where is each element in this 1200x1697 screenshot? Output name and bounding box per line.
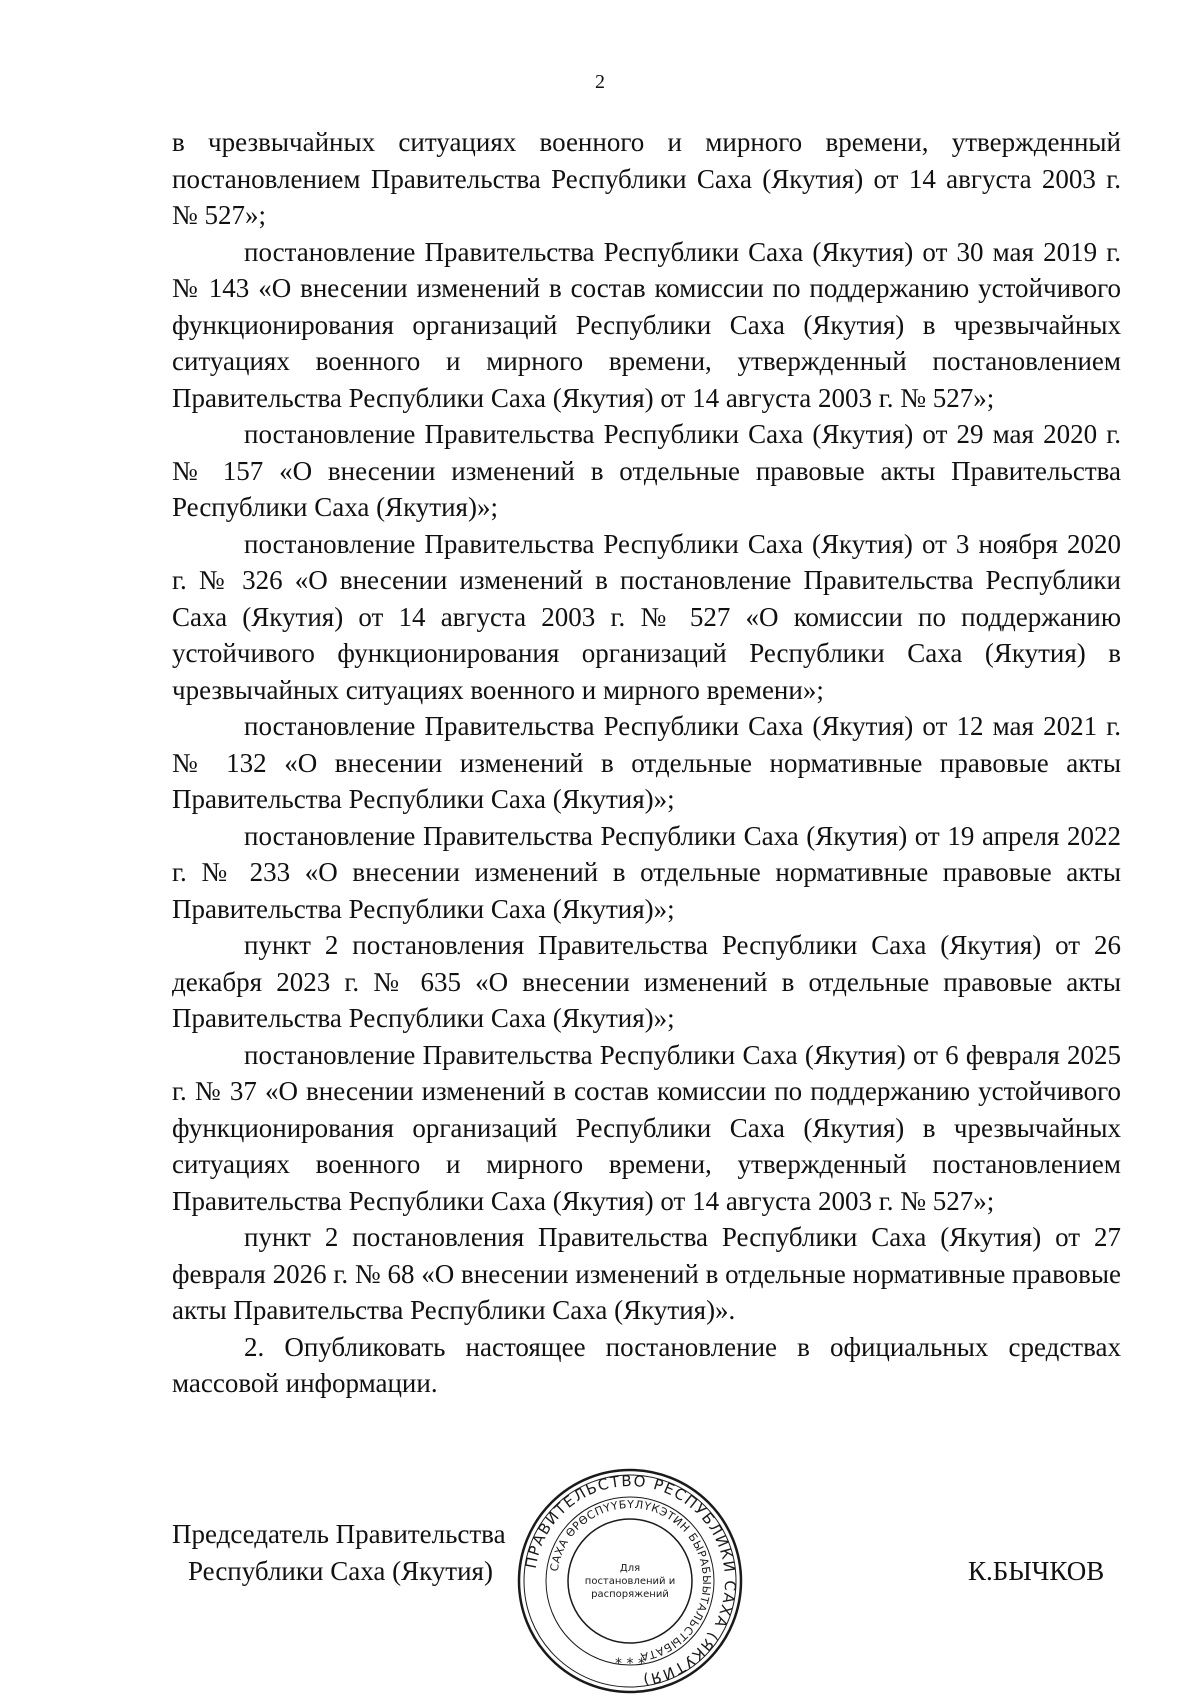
publish-clause: 2. Опубликовать настоящее постановление в официальных средствах массовой информации.: [172, 1331, 1121, 1398]
signatory-name: К.БЫЧКОВ: [968, 1556, 1105, 1586]
paragraph: пункт 2 постановления Правительства Республики Саха (Якутия) от 26 декабря 2023 г. № 635 «О внесении изменений в отдельные правовые акты Правительства Республики Саха (Якутия)»;: [172, 930, 1121, 1033]
document-body: [172, 124, 1121, 1402]
seal-center-line-1: Для: [619, 1563, 641, 1574]
seal-stars: * * *: [615, 1656, 645, 1672]
paragraph: постановление Правительства Республики Саха (Якутия) от 19 апреля 2022 г. № 233 «О внесении изменений в отдельные нормативные правовые акты Правительства Республики Саха (Якутия)»;: [172, 820, 1121, 924]
paragraph: в чрезвычайных ситуациях военного и мирного времени, утвержденный постановлением Правительства Республики Саха (Якутия) от 14 августа 2003 г. № 527»;: [172, 127, 1121, 230]
seal-outer-text-path: ПРАВИТЕЛЬСТВО РЕСПУБЛИКИ САХА (ЯКУТИЯ): [521, 1471, 740, 1690]
seal-center-line-3: распоряжений: [591, 1589, 669, 1600]
official-seal: [515, 1466, 745, 1696]
paragraph: постановление Правительства Республики Саха (Якутия) от 30 мая 2019 г. № 143 «О внесении изменений в состав комиссии по поддержанию устойчивого функционирования организаций Республики Саха (Якутия) в чрезвычайных ситуациях военного и мирного времени, утвержденный постановлением Правительства Республики Саха (Якутия) от 14 августа 2003 г. № 527»;: [172, 236, 1121, 413]
paragraph: постановление Правительства Республики Саха (Якутия) от 12 мая 2021 г. № 132 «О внесении изменений в отдельные нормативные правовые акты Правительства Республики Саха (Якутия)»;: [172, 711, 1121, 814]
paragraph: пункт 2 постановления Правительства Республики Саха (Якутия) от 27 февраля 2026 г. № 68 «О внесении изменений в отдельные нормативные правовые акты Правительства Республики Саха (Якутия)».: [172, 1222, 1121, 1325]
signatory-title-line-1: Председатель Правительства: [172, 1519, 506, 1549]
signatory-title-line-2: Республики Саха (Якутия): [188, 1556, 493, 1586]
seal-inner-text-path: САХА ӨРӨСПҮҮБҮЛҮКЭТИН БЫРАБЫЫТАЛЬСТЫБАТА: [547, 1497, 714, 1664]
seal-center-line-2: постановлений и: [584, 1576, 676, 1587]
paragraph: постановление Правительства Республики Саха (Якутия) от 29 мая 2020 г. № 157 «О внесении изменений в отдельные правовые акты Правительства Республики Саха (Якутия)»;: [172, 419, 1121, 522]
paragraph: постановление Правительства Республики Саха (Якутия) от 6 февраля 2025 г. № 37 «О внесении изменений в состав комиссии по поддержанию устойчивого функционирования организаций Республики Саха (Якутия) в чрезвычайных ситуациях военного и мирного времени, утвержденный постановлением Правительства Республики Саха (Якутия) от 14 августа 2003 г. № 527»;: [172, 1039, 1121, 1216]
paragraph: постановление Правительства Республики Саха (Якутия) от 3 ноября 2020 г. № 326 «О внесении изменений в постановление Правительства Республики Саха (Якутия) от 14 августа 2003 г. № 527 «О комиссии по поддержанию устойчивого функционирования организаций Республики Саха (Якутия) в чрезвычайных ситуациях военного и мирного времени»;: [172, 528, 1121, 705]
page-number: 2: [595, 71, 605, 93]
